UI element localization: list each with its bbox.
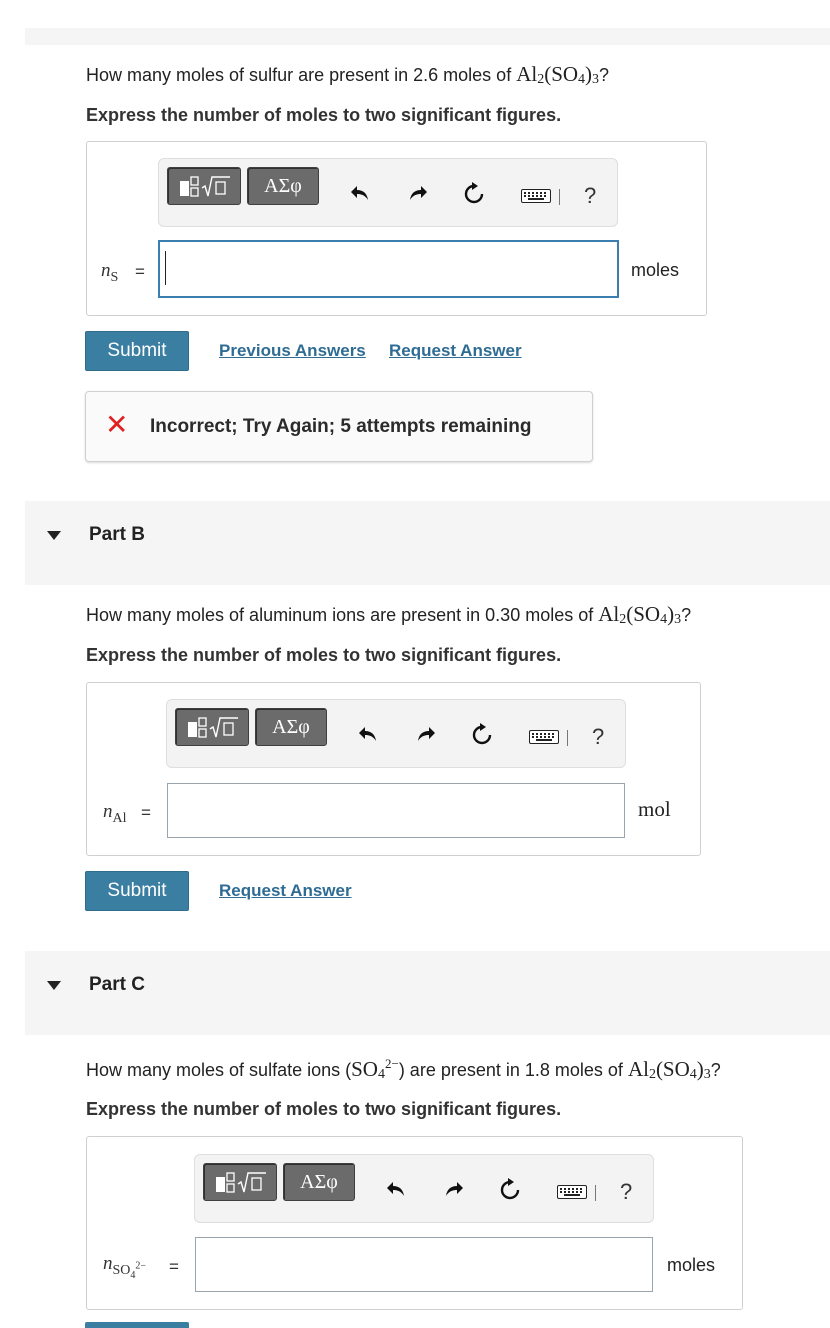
part-b-question: How many moles of aluminum ions are present in 0.30 moles of $Al_2(SO_4)_3$? [86,602,692,627]
greek-symbols-button[interactable]: ΑΣφ [283,1163,355,1201]
part-b-request-answer-link[interactable]: Request Answer [219,881,352,900]
part-b-header[interactable] [25,501,830,585]
part-b-toolbar [166,699,626,768]
part-c-header[interactable] [25,951,830,1035]
part-a-answer-box [86,141,707,316]
part-c-title: Part C [89,974,145,995]
part-a-question: How many moles of sulfur are present in 2.6 moles of $Al_2(SO_4)_3$? [86,62,610,87]
reset-icon[interactable] [463,182,485,204]
toolbar-separator [567,730,568,746]
reset-icon[interactable] [471,723,493,745]
part-a-unit: moles [631,260,680,280]
help-button[interactable]: ? [584,183,597,208]
templates-sqrt-icon [216,1172,266,1194]
previous-answers-link[interactable]: Previous Answers [219,341,366,360]
x-icon: ✕ [105,409,129,440]
undo-icon[interactable] [357,723,379,745]
greek-symbols-button[interactable]: ΑΣφ [247,167,319,205]
part-c-variable-label: $n_{SO_4^{2-}}$ [103,1253,147,1281]
part-a-submit-button[interactable]: Submit [85,331,189,371]
templates-button[interactable] [167,167,241,205]
keyboard-icon[interactable] [521,189,551,203]
undo-icon[interactable] [349,182,371,204]
part-b-submit-button[interactable]: Submit [85,871,189,911]
help-button[interactable]: ? [620,1179,633,1204]
part-b-formula: $Al_2(SO_4)_3$ [598,602,682,627]
part-a-variable-label: $n_S$ [101,260,119,285]
part-b-equals: = [141,803,151,822]
part-b-title: Part B [89,524,145,545]
part-a-answer-input[interactable] [158,240,619,298]
part-b-variable-label: $n_{Al}$ [103,801,127,826]
part-c-equals: = [169,1257,179,1276]
part-b-instruction: Express the number of moles to two significant figures. [86,645,562,665]
part-c-toolbar [194,1154,654,1223]
redo-icon[interactable] [415,723,437,745]
part-b-unit: mol [638,797,671,821]
part-a-header-band [25,28,830,45]
part-c-question: How many moles of sulfate ions $(SO_4^{2-})$ are present in 1.8 moles of $Al_2(SO_4)_3$? [86,1056,721,1082]
redo-icon[interactable] [407,182,429,204]
part-c-formula: $Al_2(SO_4)_3$ [627,1057,711,1082]
feedback-message: Incorrect; Try Again; 5 attempts remaining [150,416,532,437]
part-a-feedback [85,391,593,462]
reset-icon[interactable] [499,1178,521,1200]
templates-button[interactable] [203,1163,277,1201]
keyboard-icon[interactable] [529,730,559,744]
toolbar-separator [559,189,560,205]
redo-icon[interactable] [443,1178,465,1200]
part-a-formula: $Al_2(SO_4)_3$ [516,62,600,87]
part-a-request-answer-link[interactable]: Request Answer [389,341,522,360]
part-c-submit-button[interactable] [85,1322,189,1328]
keyboard-icon[interactable] [557,1185,587,1199]
part-c-instruction: Express the number of moles to two significant figures. [86,1099,562,1119]
undo-icon[interactable] [385,1178,407,1200]
templates-sqrt-icon [180,176,230,198]
help-button[interactable]: ? [592,724,605,749]
part-b-answer-input[interactable] [167,783,625,838]
part-c-answer-input[interactable] [195,1237,653,1292]
text-cursor [165,251,166,285]
toolbar-separator [595,1185,596,1201]
part-c-collapse-icon[interactable] [47,981,61,990]
part-b-collapse-icon[interactable] [47,531,61,540]
part-b-answer-box [86,682,701,856]
part-c-unit: moles [667,1255,716,1275]
part-a-toolbar [158,158,618,227]
sulfate-ion-formula: $SO_4^{2-}$ [351,1056,399,1082]
templates-button[interactable] [175,708,249,746]
greek-symbols-button[interactable]: ΑΣφ [255,708,327,746]
part-a-instruction: Express the number of moles to two significant figures. [86,105,562,125]
part-a-equals: = [135,262,145,281]
templates-sqrt-icon [188,717,238,739]
part-c-answer-box [86,1136,743,1310]
